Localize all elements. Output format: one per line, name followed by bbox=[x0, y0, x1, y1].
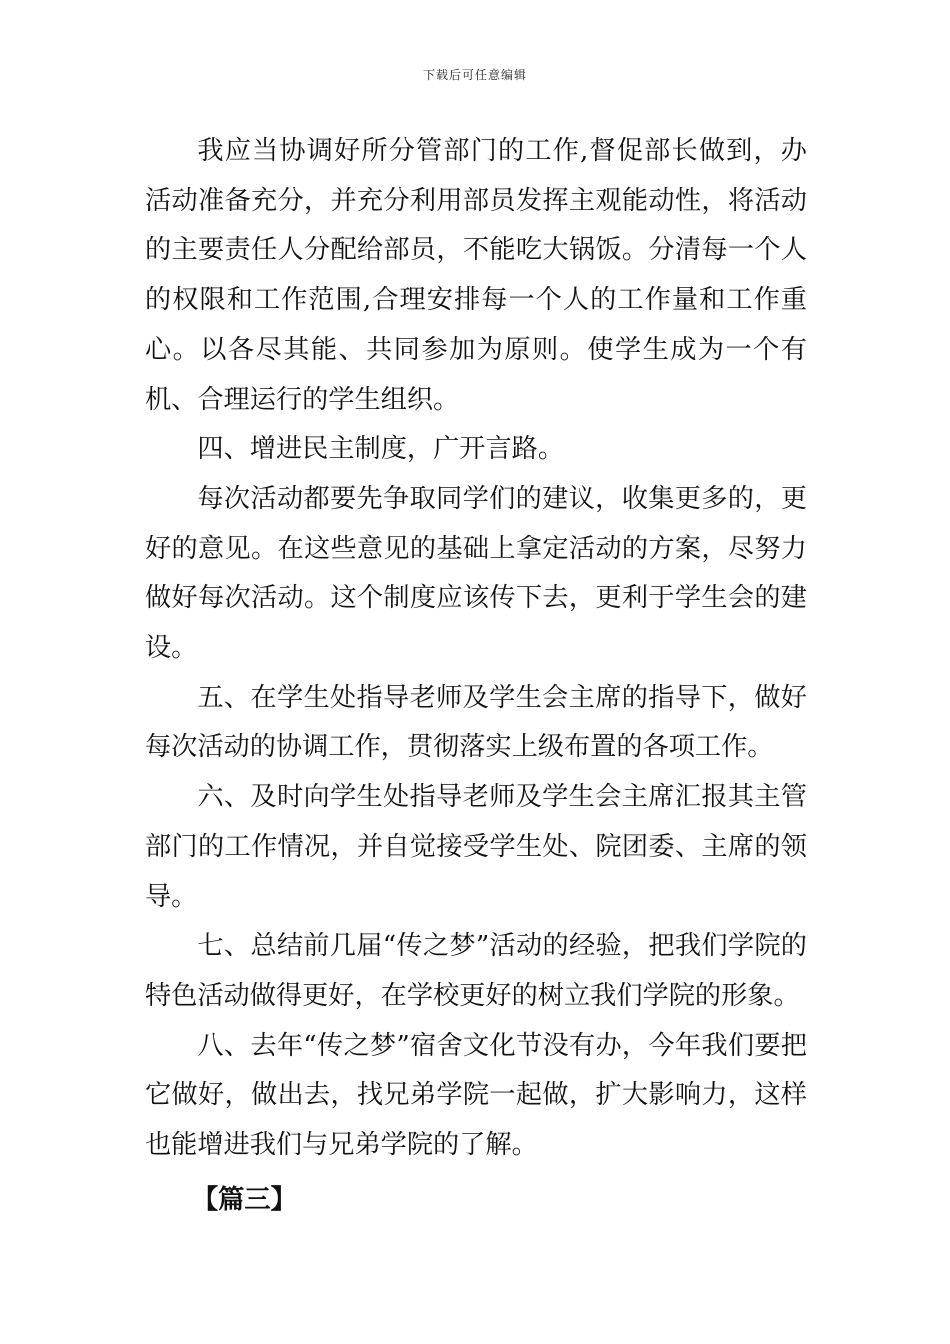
paragraph-4: 五、在学生处指导老师及学生会主席的指导下，做好每次活动的协调工作，贯彻落实上级布置的各项工作。 bbox=[145, 682, 807, 763]
paragraph-6: 七、总结前几届“传之梦”活动的经验，把我们学院的特色活动做得更好，在学校更好的树立我们学院的形象。 bbox=[145, 931, 807, 1011]
paragraph-2: 四、增进民主制度，广开言路。 bbox=[197, 434, 565, 465]
paragraph-1: 我应当协调好所分管部门的工作,督促部长做到，办活动准备充分，并充分利用部员发挥主观能动性，将活动的主要责任人分配给部员，不能吃大锅饭。分清每一个人的权限和工作范围,合理安排每一个人的工作量和工作重心。以各尽其能、共同参加为原则。使学生成为一个有机、合理运行的学生组织。 bbox=[145, 136, 807, 415]
document-body bbox=[145, 127, 807, 1224]
paragraph-7: 八、去年“传之梦”宿舍文化节没有办，今年我们要把它做好，做出去，找兄弟学院一起做，扩大影响力，这样也能增进我们与兄弟学院的了解。 bbox=[145, 1030, 807, 1161]
paragraph-3: 每次活动都要先争取同学们的建议，收集更多的，更好的意见。在这些意见的基础上拿定活动的方案，尽努力做好每次活动。这个制度应该传下去，更利于学生会的建设。 bbox=[145, 483, 807, 664]
page-header: 下载后可任意编辑 bbox=[422, 68, 527, 82]
section-heading: 【篇三】 bbox=[192, 1183, 297, 1215]
paragraph-5: 六、及时向学生处指导老师及学生会主席汇报其主管部门的工作情况，并自觉接受学生处、院团委、主席的领导。 bbox=[145, 782, 807, 912]
